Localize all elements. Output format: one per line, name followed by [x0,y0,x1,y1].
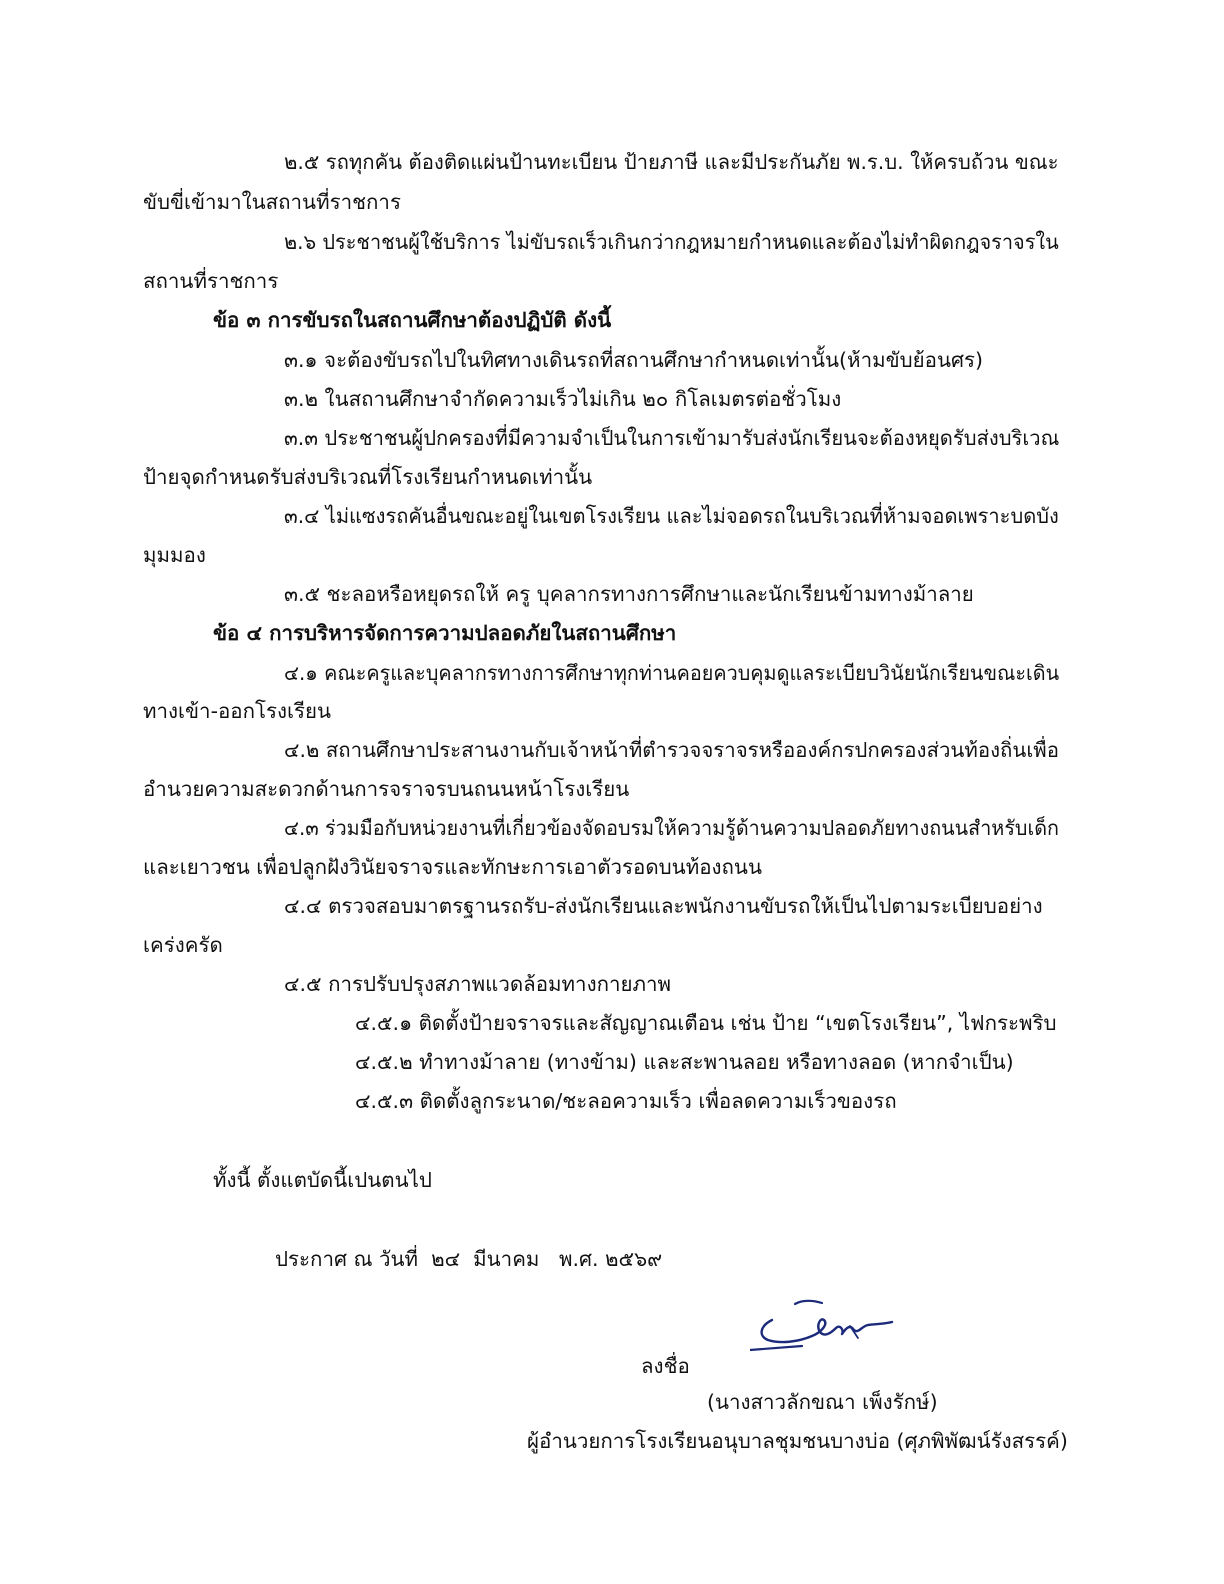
paragraph-2-5-line-1: ๒.๕ รถทุกคัน ต้องติดแผ่นป้านทะเบียน ป้ายภาษี และมีประกันภัย พ.ร.บ. ให้ครบถ้วน ขณะ [284,150,1059,174]
item-4-5-2: ๔.๕.๒ ทำทางม้าลาย (ทางข้าม) และสะพานลอย หรือทางลอด (หากจำเป็น) [355,1050,1014,1074]
announcement-date: ประกาศ ณ วันที่ ๒๔ มีนาคม พ.ศ. ๒๕๖๙ [275,1247,663,1271]
paragraph-2-6-line-2: สถานที่ราชการ [143,269,279,293]
paragraph-2-6-line-1: ๒.๖ ประชาชนผู้ใช้บริการ ไม่ขับรถเร็วเกินกว่ากฎหมายกำหนดและต้องไม่ทำผิดกฎจราจรใน [284,230,1059,254]
item-4-5-3: ๔.๕.๓ ติดตั้งลูกระนาด/ชะลอความเร็ว เพื่อลดความเร็วของรถ [355,1089,897,1113]
item-4-5-1: ๔.๕.๑ ติดตั้งป้ายจราจรและสัญญาณเตือน เช่น ป้าย “เขตโรงเรียน”, ไฟกระพริบ [355,1011,1057,1035]
effective-statement: ทั้งนี้ ตั้งแตบัดนี้เปนตนไป [213,1168,432,1192]
item-3-1: ๓.๑ จะต้องขับรถไปในทิศทางเดินรถที่สถานศึกษากำหนดเท่านั้น(ห้ามขับย้อนศร) [284,348,983,372]
item-3-5: ๓.๕ ชะลอหรือหยุดรถให้ ครู บุคลากรทางการศึกษาและนักเรียนข้ามทางม้าลาย [284,582,974,606]
signatory-name: (นางสาวลักขณา เพ็งรักษ์) [707,1390,938,1414]
item-4-3-line-1: ๔.๓ ร่วมมือกับหน่วยงานที่เกี่ยวข้องจัดอบรมให้ความรู้ด้านความปลอดภัยทางถนนสำหรับเด็ก [284,816,1059,840]
item-3-4-line-2: มุมมอง [143,543,206,567]
handwritten-signature [750,1292,905,1362]
item-4-1-line-2: ทางเข้า-ออกโรงเรียน [143,699,332,723]
paragraph-2-5-line-2: ขับขี่เข้ามาในสถานที่ราชการ [143,190,401,214]
item-3-3-line-1: ๓.๓ ประชาชนผู้ปกครองที่มีความจำเป็นในการเข้ามารับส่งนักเรียนจะต้องหยุดรับส่งบริเวณ [284,426,1060,450]
heading-article-4: ข้อ ๔ การบริหารจัดการความปลอดภัยในสถานศึกษา [213,621,677,645]
item-4-3-line-2: และเยาวชน เพื่อปลูกฝังวินัยจราจรและทักษะการเอาตัวรอดบนท้องถนน [143,855,762,879]
item-4-2-line-2: อำนวยความสะดวกด้านการจราจรบนถนนหน้าโรงเรียน [143,777,630,801]
item-4-1-line-1: ๔.๑ คณะครูและบุคลากรทางการศึกษาทุกท่านคอยควบคุมดูแลระเบียบวินัยนักเรียนขณะเดิน [284,661,1060,685]
item-3-3-line-2: ป้ายจุดกำหนดรับส่งบริเวณที่โรงเรียนกำหนดเท่านั้น [143,465,593,489]
item-4-2-line-1: ๔.๒ สถานศึกษาประสานงานกับเจ้าหน้าที่ตำรวจจราจรหรือองค์กรปกครองส่วนท้องถิ่นเพื่อ [284,738,1059,762]
sign-label: ลงชื่อ [641,1354,690,1378]
heading-article-3: ข้อ ๓ การขับรถในสถานศึกษาต้องปฏิบัติ ดังนี้ [213,308,612,332]
item-4-4-line-2: เคร่งครัด [143,933,223,957]
item-3-4-line-1: ๓.๔ ไม่แซงรถคันอื่นขณะอยู่ในเขตโรงเรียน และไม่จอดรถในบริเวณที่ห้ามจอดเพราะบดบัง [284,504,1059,528]
item-4-5: ๔.๕ การปรับปรุงสภาพแวดล้อมทางกายภาพ [284,972,672,996]
item-3-2: ๓.๒ ในสถานศึกษาจำกัดความเร็วไม่เกิน ๒๐ กิโลเมตรต่อชั่วโมง [284,387,842,411]
item-4-4-line-1: ๔.๔ ตรวจสอบมาตรฐานรถรับ-ส่งนักเรียนและพนักงานขับรถให้เป็นไปตามระเบียบอย่าง [284,894,1043,918]
signatory-position: ผู้อำนวยการโรงเรียนอนุบาลชุมชนบางบ่อ (ศุภพิพัฒน์รังสรรค์) [527,1429,1068,1453]
